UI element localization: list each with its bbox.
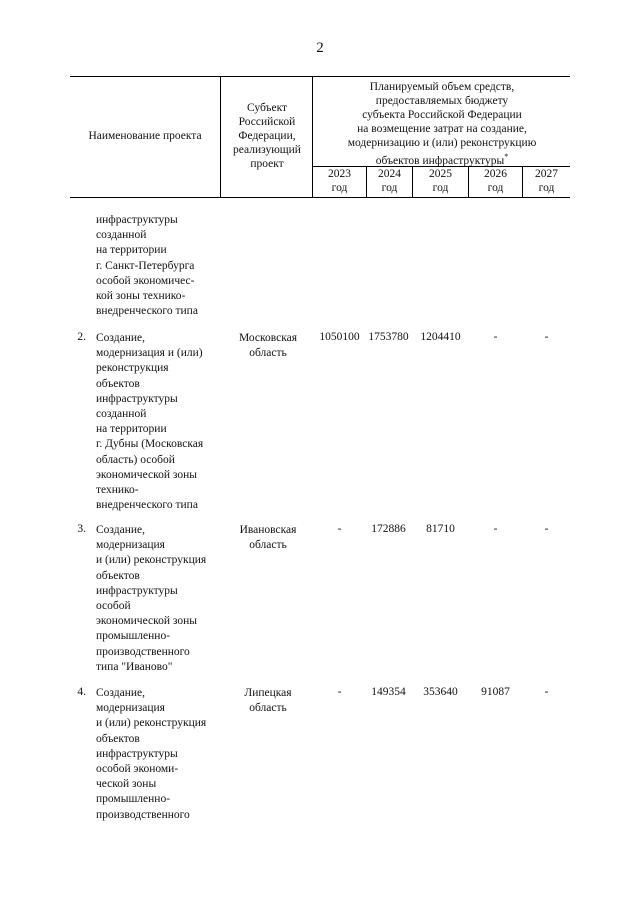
year-2026: 2026 год [484,168,507,194]
row-number: 2. [77,331,86,343]
row-number: 3. [77,523,86,535]
value-2024: 149354 [371,686,406,698]
value-2023: - [337,523,342,535]
year-2024: 2024 год [378,168,401,194]
value-2026: 91087 [481,686,510,698]
year-2025: 2025 год [429,168,452,194]
value-2027: - [544,686,549,698]
header-funding-text: Планируемый объем средств, предоставляемых бюджету субъекта Российской Федерации на возмещение затрат на создание, модернизацию и (или) реконструкцию объектов инфраструктуры [347,81,537,167]
header-project-name: Наименование проекта [88,130,202,142]
header-funding [314,80,570,168]
row-continuation-name: инфраструктуры созданной на территории г. Санкт-Петербурга особой экономичес- кой зоны технико- внедренческого типа [96,214,198,318]
header-divider [220,76,221,197]
value-2027: - [544,331,549,343]
value-2024: 172886 [371,523,406,535]
row-project-name: Создание, модернизация и (или) реконструкция объектов инфраструктуры особой экономи- ческой зоны промышленно- производственного [96,687,207,821]
value-2023: 1050100 [319,331,360,343]
header-subject: Субъект Российской Федерации, реализующий проект [233,102,301,170]
row-subject: Липецкая область [244,687,292,715]
row-project-name: Создание, модернизация и (или) реконструкция объектов инфраструктуры особой экономической зоны промышленно- производственного типа "Иваново" [96,524,207,673]
value-2026: - [493,523,498,535]
row-subject: Московская область [238,332,298,360]
year-2023: 2023 год [328,168,351,194]
page-number: 2 [316,40,324,56]
row-subject: Ивановская область [239,524,297,552]
value-2023: - [337,686,342,698]
footnote-mark: * [504,152,509,161]
value-2025: 81710 [426,523,455,535]
value-2026: - [493,331,498,343]
value-2027: - [544,523,549,535]
row-project-name: Создание, модернизация и (или) реконструкция объектов инфраструктуры созданной на территории г. Дубны (Московская область) особой экономической зоны технико- внедренческого типа [96,332,204,512]
value-2025: 1204410 [420,331,461,343]
value-2024: 1753780 [368,331,409,343]
row-number: 4. [77,686,86,698]
value-2025: 353640 [423,686,458,698]
year-2027: 2027 год [535,168,558,194]
